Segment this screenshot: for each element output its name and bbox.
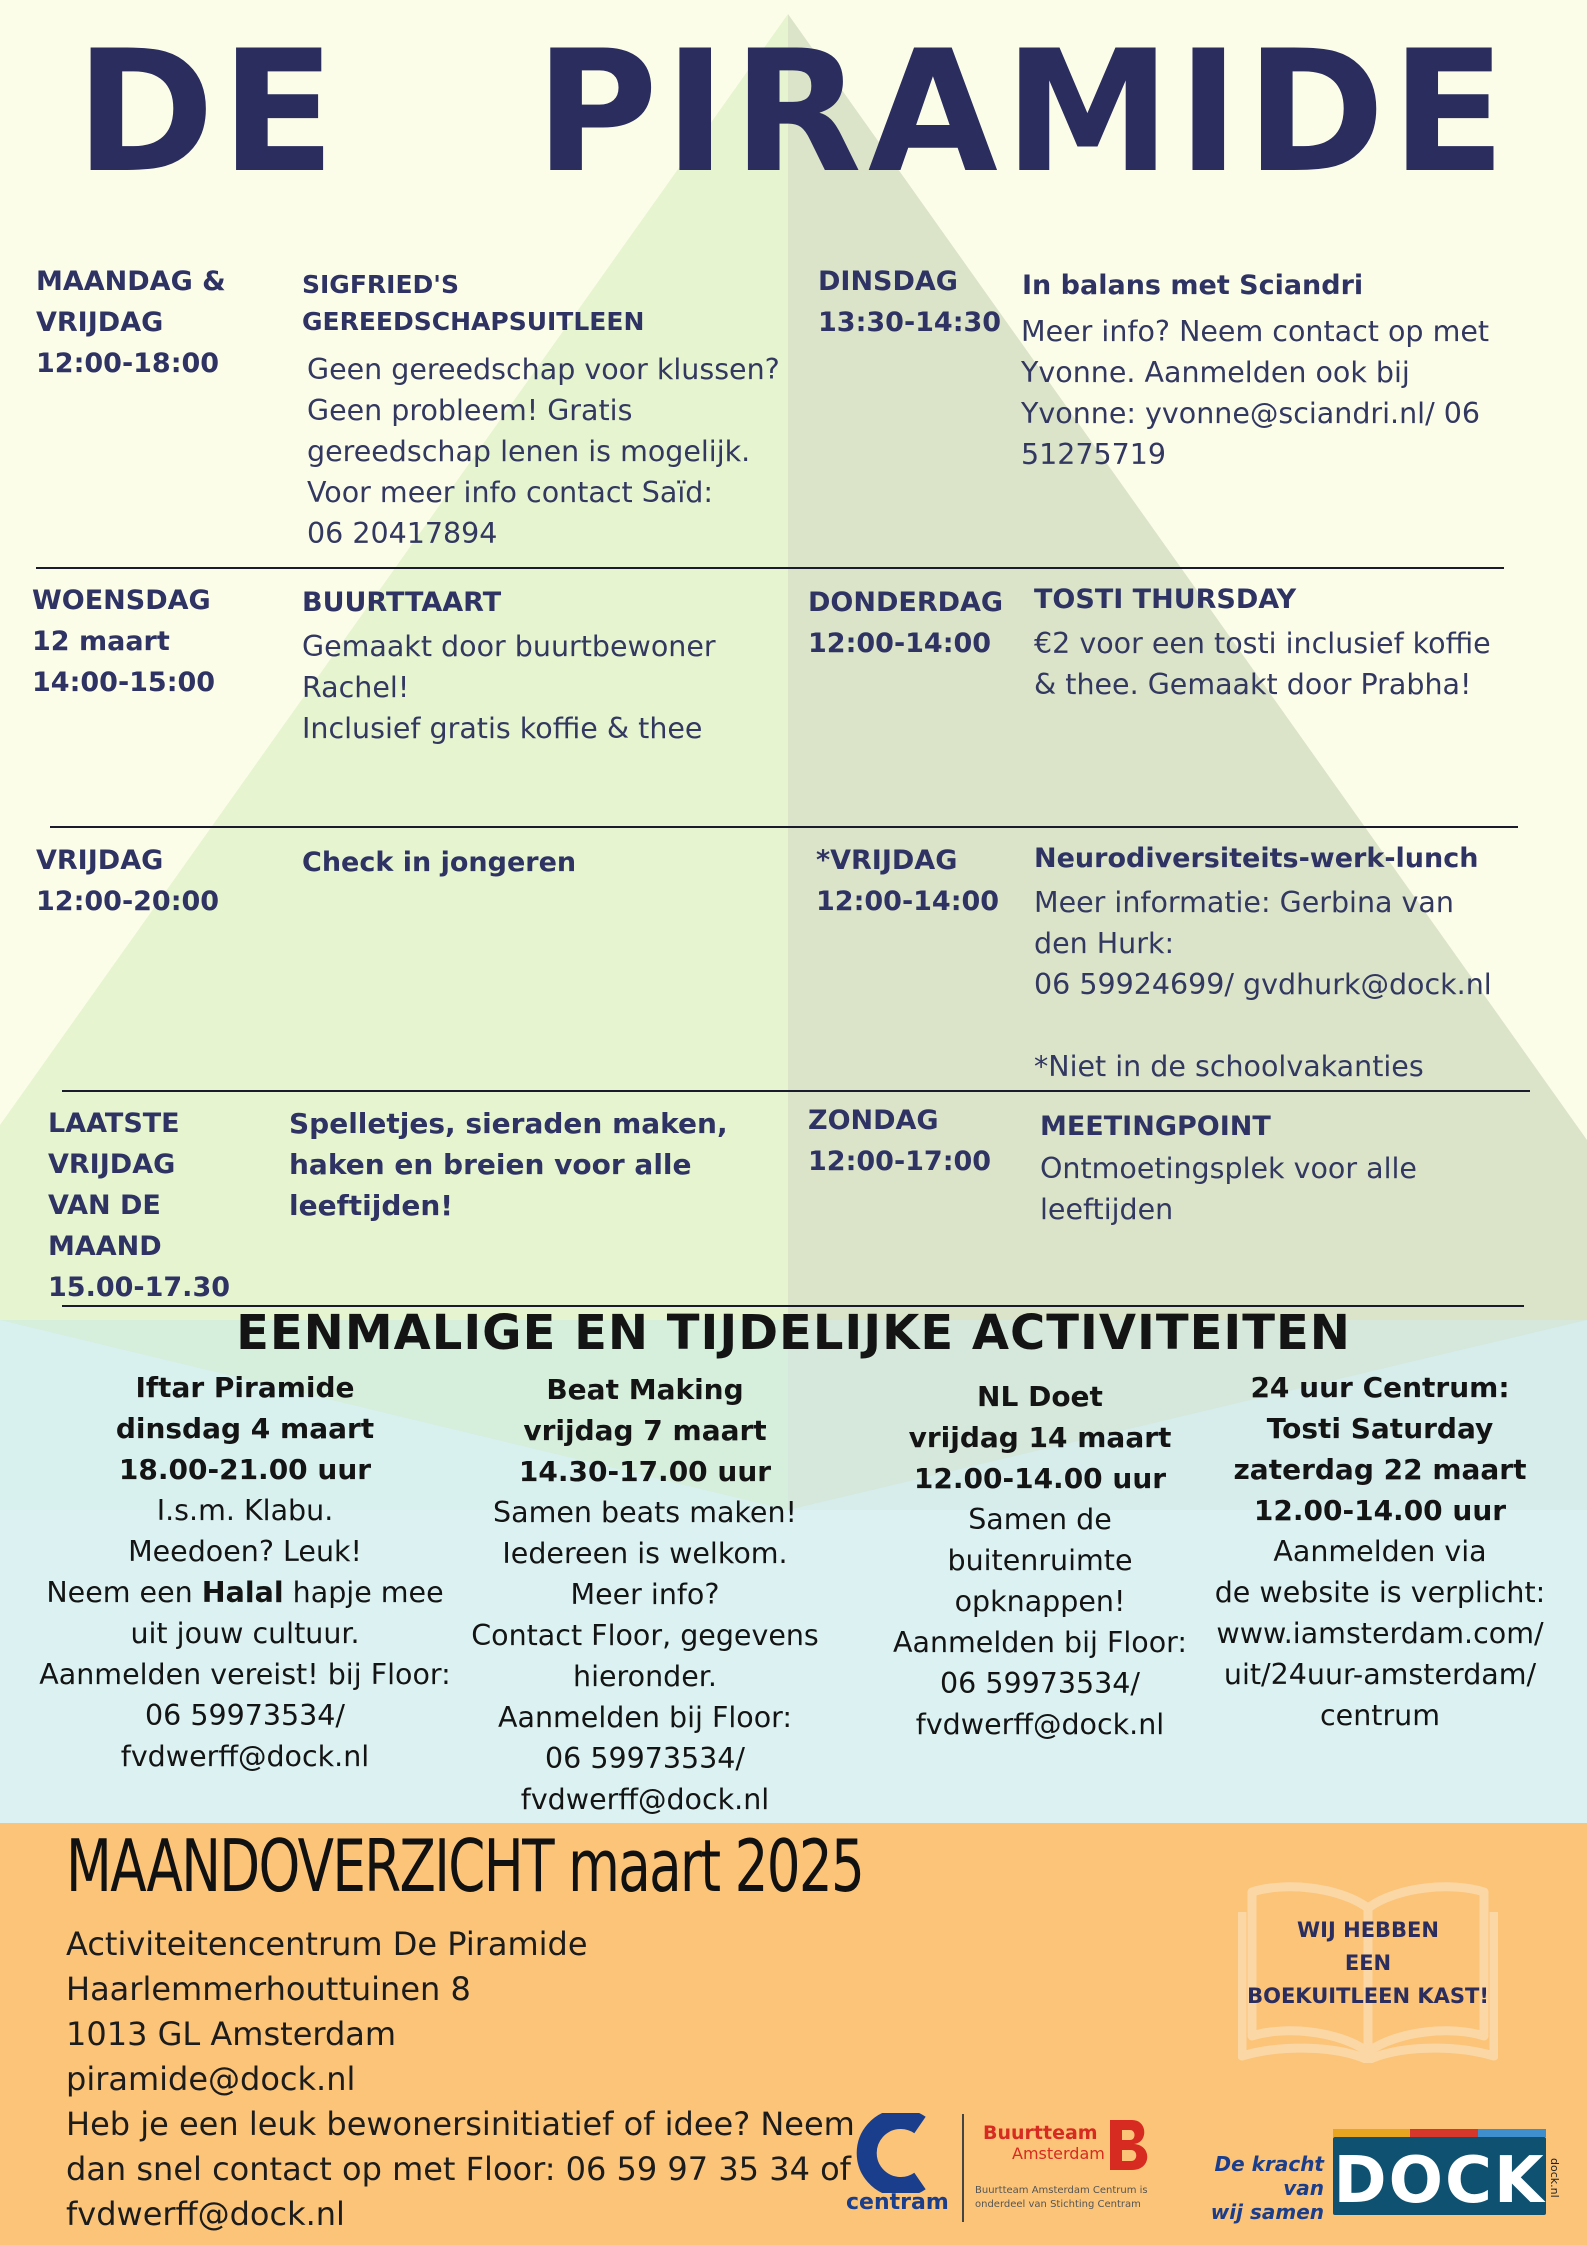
row2-right-day: DONDERDAG 12:00-14:00 bbox=[808, 587, 1004, 659]
special-nldoet-line: buitenruimte bbox=[947, 1544, 1133, 1577]
address-line: Activiteitencentrum De Piramide bbox=[66, 1925, 588, 1963]
row3-right-day: *VRIJDAG 12:00-14:00 bbox=[816, 845, 1000, 917]
special-iftar-halal: Halal bbox=[201, 1576, 284, 1609]
special-iftar-line: Aanmelden vereist! bij Floor: bbox=[39, 1658, 451, 1691]
row3-right-desc: Meer informatie: Gerbina van den Hurk: 06 59924699/ gvdhurk@dock.nl *Niet in de schoolvakanties bbox=[1034, 886, 1492, 1083]
dock-slogan: De kracht van wij samen bbox=[1210, 2152, 1324, 2224]
special-24uur-subtitle: Tosti Saturday bbox=[1266, 1412, 1494, 1445]
special-iftar-line: uit jouw cultuur. bbox=[130, 1617, 360, 1650]
row1-right-desc: Meer info? Neem contact op met Yvonne. Aanmelden ook bij Yvonne: yvonne@sciandri.nl/ 06 51275719 bbox=[1021, 315, 1490, 471]
buurtteam-caption: Buurtteam Amsterdam Centrum is onderdeel van Stichting Centram bbox=[975, 2185, 1148, 2210]
buurtteam-logo-text: Buurtteam bbox=[983, 2122, 1098, 2144]
book-exchange-text: WIJ HEBBEN EEN BOEKUITLEEN KAST! bbox=[1247, 1918, 1489, 2008]
special-beat-line: Meer info? bbox=[570, 1578, 720, 1611]
special-column-beat bbox=[445, 1369, 845, 1820]
row4-right-day: ZONDAG 12:00-17:00 bbox=[808, 1105, 992, 1177]
special-24uur-link: www.iamsterdam.com/ bbox=[1216, 1617, 1544, 1650]
special-nldoet-time: 12.00-14.00 uur bbox=[913, 1462, 1167, 1495]
address-line: 1013 GL Amsterdam bbox=[66, 2015, 397, 2053]
special-beat-time: 14.30-17.00 uur bbox=[518, 1455, 772, 1488]
divider-2 bbox=[50, 826, 1518, 828]
special-24uur-line: de website is verplicht: bbox=[1214, 1576, 1546, 1609]
special-nldoet-date: vrijdag 14 maart bbox=[908, 1421, 1172, 1454]
special-iftar-line: Meedoen? Leuk! bbox=[128, 1535, 362, 1568]
special-beat-line: Samen beats maken! bbox=[493, 1496, 797, 1529]
row1-right-day: DINSDAG 13:30-14:30 bbox=[818, 266, 1002, 338]
special-beat-line: Iedereen is welkom. bbox=[502, 1537, 788, 1570]
special-beat-email: fvdwerff@dock.nl bbox=[520, 1783, 770, 1816]
special-24uur-line: Aanmelden via bbox=[1273, 1535, 1487, 1568]
page-title: DE PIRAMIDE bbox=[75, 14, 1512, 210]
special-column-24uur bbox=[1195, 1367, 1565, 1736]
centram-logo-text: centram bbox=[846, 2190, 949, 2215]
row4-left-day: LAATSTE VRIJDAG VAN DE MAAND 15.00-17.30 bbox=[48, 1108, 231, 1303]
row2-right-title: TOSTI THURSDAY bbox=[1034, 584, 1297, 615]
special-24uur-name: 24 uur Centrum: bbox=[1250, 1371, 1510, 1404]
special-24uur-time: 12.00-14.00 uur bbox=[1253, 1494, 1507, 1527]
address-line: Heb je een leuk bewonersinitiatief of idee? Neem bbox=[66, 2105, 855, 2143]
divider-3 bbox=[62, 1090, 1530, 1092]
special-24uur-date: zaterdag 22 maart bbox=[1233, 1453, 1527, 1486]
special-nldoet-line: opknappen! bbox=[954, 1585, 1126, 1618]
row4-right-desc: Ontmoetingsplek voor alle leeftijden bbox=[1040, 1152, 1417, 1226]
row2-left-title: BUURTTAART bbox=[302, 587, 502, 618]
special-iftar-date: dinsdag 4 maart bbox=[115, 1412, 375, 1445]
dock-color-bar bbox=[1333, 2129, 1546, 2137]
row1-left-title: SIGFRIED'S GEREEDSCHAPSUITLEEN bbox=[302, 270, 645, 336]
special-beat-line: Aanmelden bij Floor: bbox=[498, 1701, 792, 1734]
row1-left-desc: Geen gereedschap voor klussen? Geen probleem! Gratis gereedschap lenen is mogelijk. Voor meer info contact Saïd: 06 20417894 bbox=[307, 353, 780, 550]
special-beat-line: Contact Floor, gegevens bbox=[471, 1619, 819, 1652]
special-column-nldoet bbox=[865, 1376, 1215, 1745]
special-24uur-link: uit/24uur-amsterdam/ bbox=[1223, 1658, 1537, 1691]
row2-left-day: WOENSDAG 12 maart 14:00-15:00 bbox=[32, 585, 216, 698]
row1-left-day: MAANDAG & VRIJDAG 12:00-18:00 bbox=[36, 266, 226, 379]
contact-address bbox=[66, 1922, 855, 2237]
special-nldoet-line: 06 59973534/ bbox=[940, 1667, 1140, 1700]
logo-divider bbox=[962, 2114, 964, 2222]
special-iftar-email: fvdwerff@dock.nl bbox=[120, 1740, 370, 1773]
buurtteam-logo-subtext: Amsterdam bbox=[1012, 2144, 1105, 2163]
address-line: dan snel contact op met Floor: 06 59 97 35 34 of bbox=[66, 2150, 851, 2188]
dock-logo-text: DOCK bbox=[1333, 2144, 1546, 2218]
row4-right-title: MEETINGPOINT bbox=[1040, 1111, 1271, 1142]
special-beat-name: Beat Making bbox=[546, 1373, 744, 1406]
special-iftar-line: I.s.m. Klabu. bbox=[156, 1494, 334, 1527]
special-column-iftar bbox=[20, 1367, 470, 1777]
special-activities-heading: EENMALIGE EN TIJDELIJKE ACTIVITEITEN bbox=[236, 1305, 1351, 1361]
special-nldoet-line: Aanmelden bij Floor: bbox=[893, 1626, 1187, 1659]
special-beat-line: 06 59973534/ bbox=[545, 1742, 745, 1775]
special-iftar-line bbox=[20, 1572, 470, 1613]
special-iftar-name: Iftar Piramide bbox=[135, 1371, 355, 1404]
month-overview-title: MAANDOVERZICHT maart 2025 bbox=[66, 1824, 864, 1908]
address-line: Haarlemmerhouttuinen 8 bbox=[66, 1970, 471, 2008]
row3-right-title: Neurodiversiteits-werk-lunch bbox=[1034, 843, 1479, 874]
row3-left-title: Check in jongeren bbox=[302, 847, 577, 878]
special-beat-line: hieronder. bbox=[573, 1660, 717, 1693]
centram-logo-icon bbox=[850, 2113, 946, 2193]
dock-url: dock.nl bbox=[1548, 2158, 1561, 2198]
row2-right-desc: €2 voor een tosti inclusief koffie & thee. Gemaakt door Prabha! bbox=[1034, 627, 1491, 701]
special-nldoet-line: Samen de bbox=[968, 1503, 1112, 1536]
special-beat-date: vrijdag 7 maart bbox=[523, 1414, 767, 1447]
special-iftar-line: 06 59973534/ bbox=[145, 1699, 345, 1732]
row3-left-day: VRIJDAG 12:00-20:00 bbox=[36, 845, 220, 917]
special-iftar-text: hapje mee bbox=[283, 1576, 444, 1609]
address-email: piramide@dock.nl bbox=[66, 2060, 356, 2098]
special-iftar-time: 18.00-21.00 uur bbox=[118, 1453, 372, 1486]
row1-right-title: In balans met Sciandri bbox=[1022, 270, 1364, 301]
address-email: fvdwerff@dock.nl bbox=[66, 2195, 345, 2233]
divider-1 bbox=[36, 567, 1504, 569]
row2-left-desc: Gemaakt door buurtbewoner Rachel! Inclusief gratis koffie & thee bbox=[302, 630, 716, 745]
special-24uur-link: centrum bbox=[1320, 1699, 1440, 1732]
row4-left-title: Spelletjes, sieraden maken, haken en breien voor alle leeftijden! bbox=[289, 1107, 728, 1222]
special-nldoet-email: fvdwerff@dock.nl bbox=[915, 1708, 1165, 1741]
buurtteam-b-icon bbox=[1104, 2116, 1154, 2174]
special-nldoet-name: NL Doet bbox=[977, 1380, 1103, 1413]
special-iftar-text: Neem een bbox=[46, 1576, 202, 1609]
